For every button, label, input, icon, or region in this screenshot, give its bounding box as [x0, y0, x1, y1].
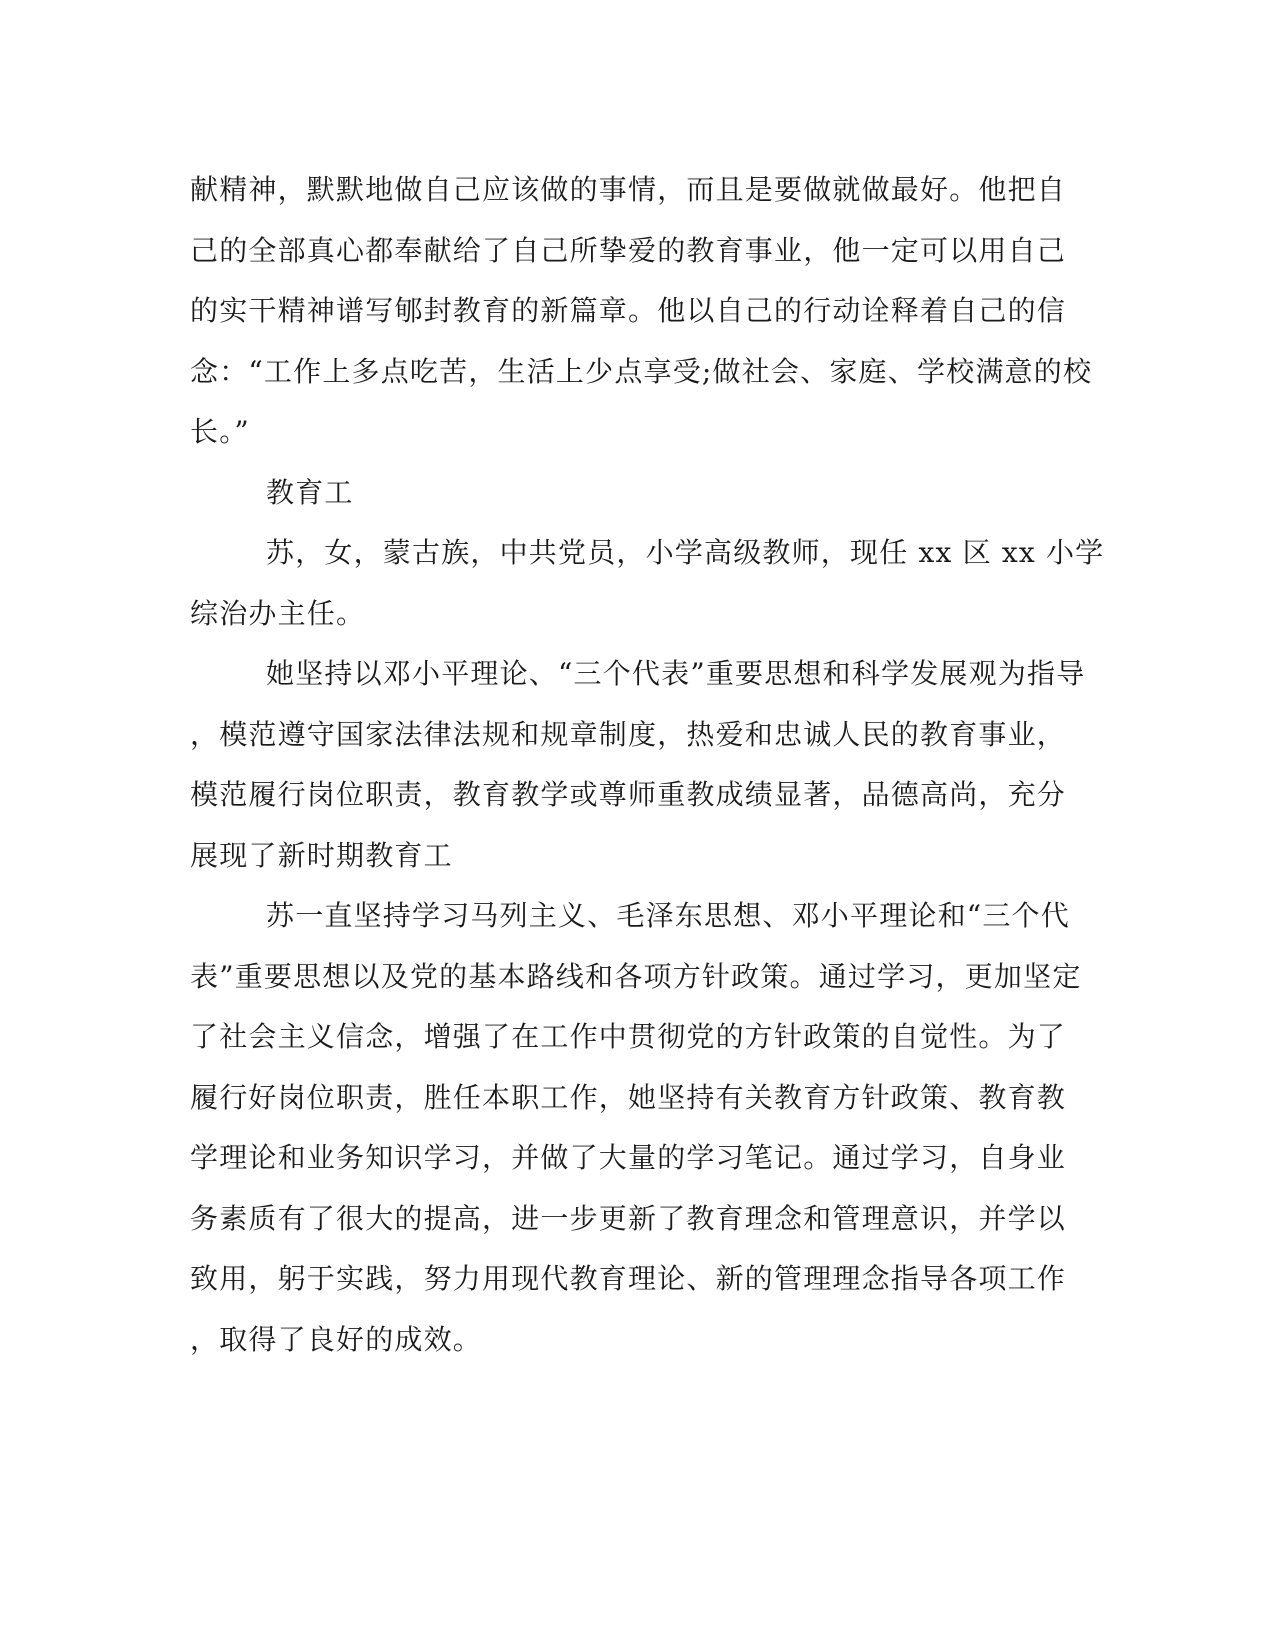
text-line: 履行好岗位职责，胜任本职工作，她坚持有关教育方针政策、教育教	[190, 1080, 1067, 1114]
text-line: 致用，躬于实践，努力用现代教育理论、新的管理理念指导各项工作	[190, 1262, 1067, 1295]
text-line: 务素质有了很大的提高，进一步更新了教育理念和管理意识，并学以	[190, 1201, 1067, 1235]
document-body	[190, 160, 1105, 1370]
text-line: 学理论和业务知识学习，并做了大量的学习笔记。通过学习，自身业	[190, 1141, 1067, 1174]
text-line: 综治办主任。	[190, 596, 366, 630]
text-line: ，取得了良好的成效。	[190, 1322, 483, 1356]
text-line: 表”重要思想以及党的基本路线和各项方针政策。通过学习，更加坚定	[190, 959, 1082, 993]
text-line: 她坚持以邓小平理论、“三个代表”重要思想和科学发展观为指导	[266, 657, 1086, 690]
text-line: 己的全部真心都奉献给了自己所挚爱的教育事业，他一定可以用自己	[190, 233, 1067, 267]
text-line: 模范履行岗位职责，教育教学或尊师重教成绩显著，品德高尚，充分	[190, 778, 1067, 811]
text-line: 的实干精神谱写郇封教育的新篇章。他以自己的行动诠释着自己的信	[190, 294, 1067, 327]
text-line: 展现了新时期教育工	[190, 838, 453, 872]
text-line: 念：“工作上多点吃苦，生活上少点享受;做社会、家庭、学校满意的校	[190, 354, 1093, 388]
text-line: 献精神，默默地做自己应该做的事情，而且是要做就做最好。他把自	[190, 173, 1067, 206]
text-line: ，模范遵守国家法律法规和规章制度，热爱和忠诚人民的教育事业，	[190, 717, 1067, 751]
text-line: 了社会主义信念，增强了在工作中贯彻党的方针政策的自觉性。为了	[190, 1020, 1067, 1053]
text-line: 苏，女，蒙古族，中共党员，小学高级教师，现任 xx 区 xx 小学	[266, 536, 1105, 569]
text-line: 长。”	[190, 415, 250, 448]
text-line: 苏一直坚持学习马列主义、毛泽东思想、邓小平理论和“三个代	[266, 899, 1070, 932]
section-heading: 教育工	[266, 475, 354, 509]
